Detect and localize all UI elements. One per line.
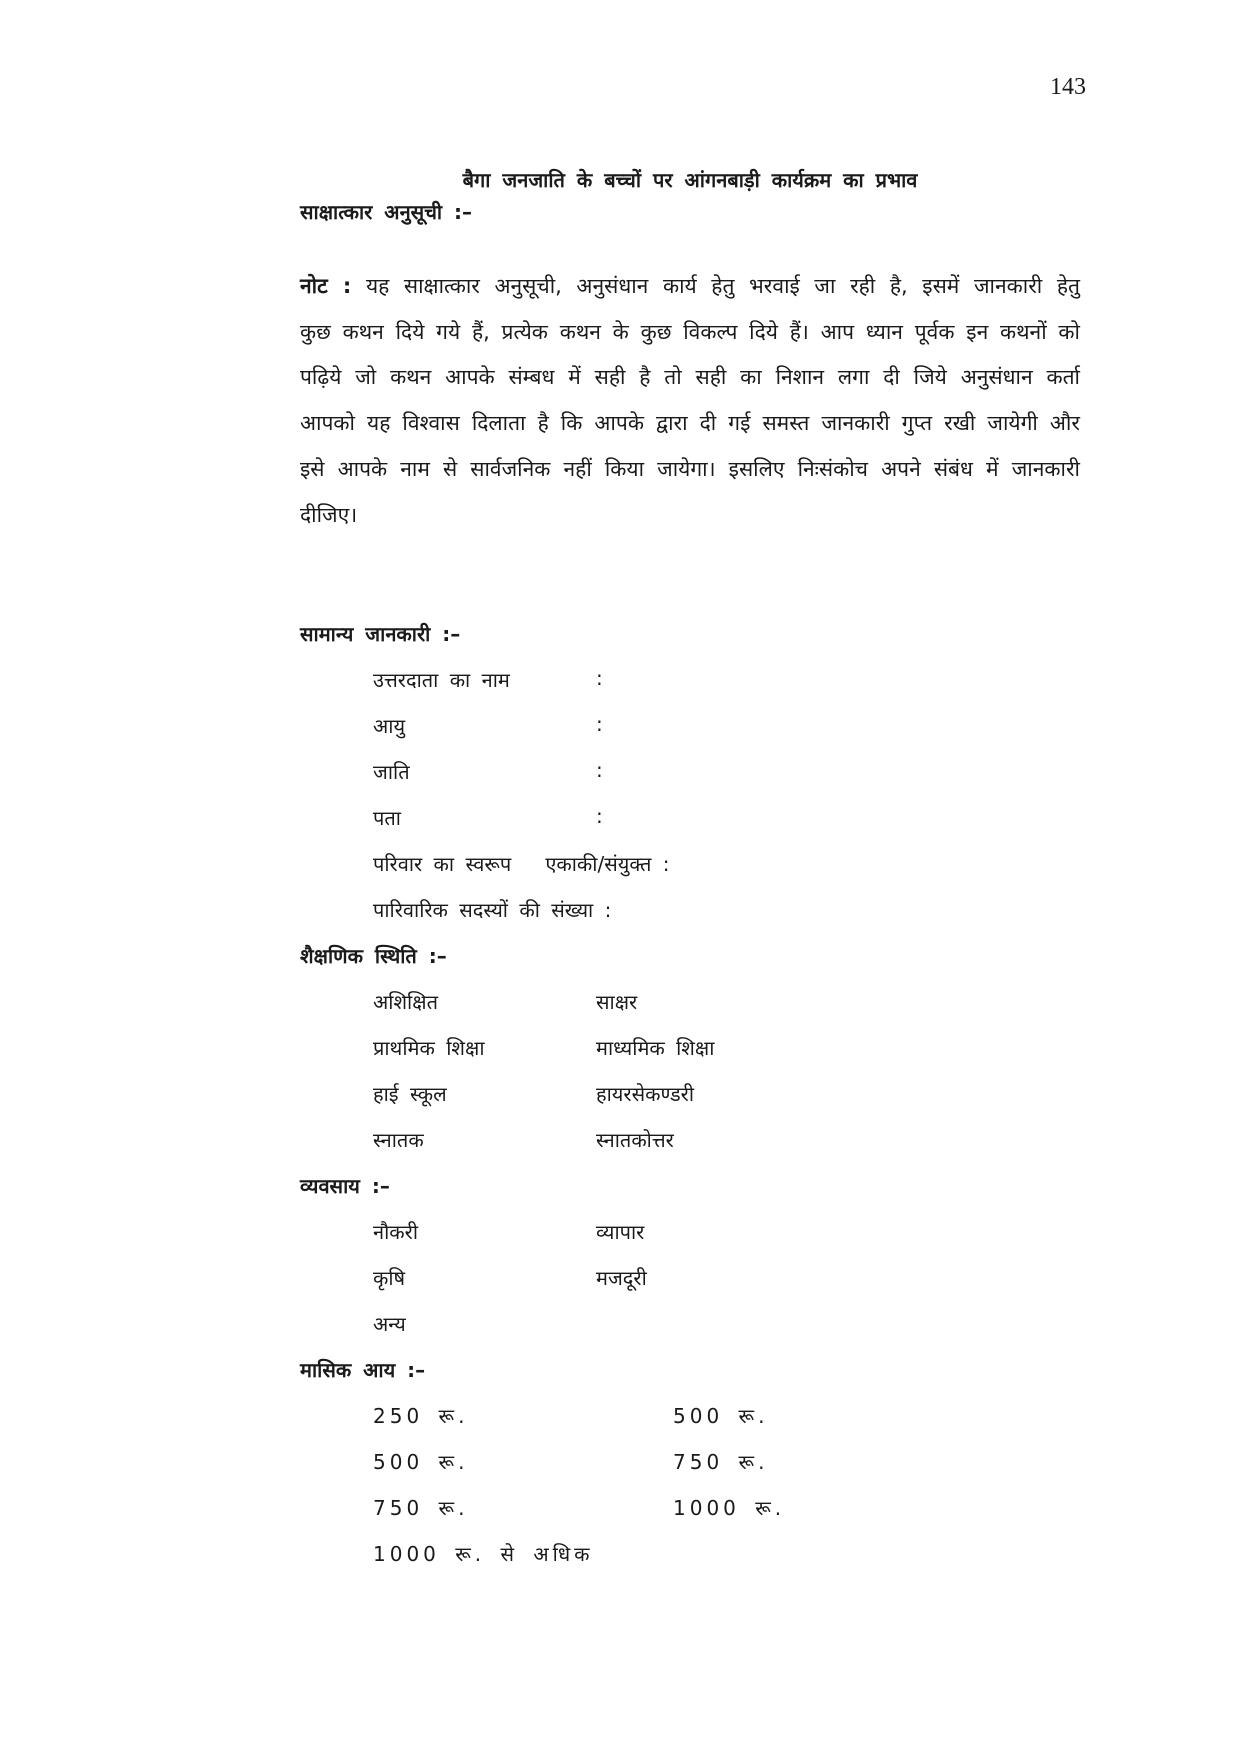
page-number: 143 <box>1050 74 1086 100</box>
field-label-respondent-name: उत्तरदाता का नाम <box>373 668 510 692</box>
income-option: 1000 रू. <box>673 1496 786 1520</box>
occupation-option: नौकरी <box>373 1220 418 1244</box>
occupation-option: व्यापार <box>596 1220 645 1244</box>
education-option: स्नातकोत्तर <box>596 1128 674 1152</box>
field-separator: : <box>596 804 603 828</box>
education-option: साक्षर <box>596 990 638 1014</box>
field-label-address: पता <box>373 806 401 830</box>
field-label-age: आयु <box>373 714 406 738</box>
education-option: हाई स्कूल <box>373 1082 447 1106</box>
income-option: 500 रू. <box>673 1404 769 1428</box>
occupation-heading: व्यवसाय :– <box>300 1174 390 1198</box>
education-option: अशिक्षित <box>373 990 438 1014</box>
note-text: यह साक्षात्कार अनुसूची, अनुसंधान कार्य हेतु भरवाई जा रही है, इसमें जानकारी हेतु कुछ कथन दिये गये हैं, प्रत्येक कथन के कुछ विकल्प दिये हैं। आप ध्यान पूर्वक इन कथनों को पढ़िये जो कथन आपके संम्बध में सही है तो सही का निशान लगा दी जिये अनुसंधान कर्ता आपको यह विश्वास दिलाता है कि आपके द्वारा दी गई समस्त जानकारी गुप्त रखी जायेगी और इसे आपके नाम से सार्वजनिक नहीं किया जायेगा। इसलिए निःसंकोच अपने संबंध में जानकारी दीजिए। <box>300 274 1080 527</box>
education-option: हायरसेकण्डरी <box>596 1082 695 1106</box>
occupation-option: मजदूरी <box>596 1266 647 1290</box>
field-separator: : <box>596 758 603 782</box>
income-option: 250 रू. <box>373 1404 469 1428</box>
general-info-heading: सामान्य जानकारी :– <box>300 622 461 646</box>
income-option-above: 1000 रू. से अधिक <box>373 1542 594 1566</box>
note-paragraph <box>300 264 1080 538</box>
field-separator: : <box>596 712 603 736</box>
schedule-heading: साक्षात्कार अनुसूची :– <box>300 200 473 224</box>
income-heading: मासिक आय :– <box>300 1358 426 1382</box>
occupation-option: कृषि <box>373 1266 406 1290</box>
income-option: 750 रू. <box>373 1496 469 1520</box>
document-title: बैगा जनजाति के बच्चों पर आंगनबाड़ी कार्यक्रम का प्रभाव <box>462 168 918 192</box>
income-option: 750 रू. <box>673 1450 769 1474</box>
field-label-caste: जाति <box>373 760 410 784</box>
education-heading: शैक्षणिक स्थिति :– <box>300 944 447 968</box>
income-option: 500 रू. <box>373 1450 469 1474</box>
education-option: प्राथमिक शिक्षा <box>373 1036 485 1060</box>
education-option: माध्यमिक शिक्षा <box>596 1036 715 1060</box>
field-family-members: पारिवारिक सदस्यों की संख्या : <box>373 898 612 922</box>
note-label: नोट : <box>300 274 352 298</box>
education-option: स्नातक <box>373 1128 424 1152</box>
occupation-option-other: अन्य <box>373 1312 406 1336</box>
field-family-type: परिवार का स्वरूप एकाकी/संयुक्त : <box>373 852 670 876</box>
field-separator: : <box>596 666 603 690</box>
